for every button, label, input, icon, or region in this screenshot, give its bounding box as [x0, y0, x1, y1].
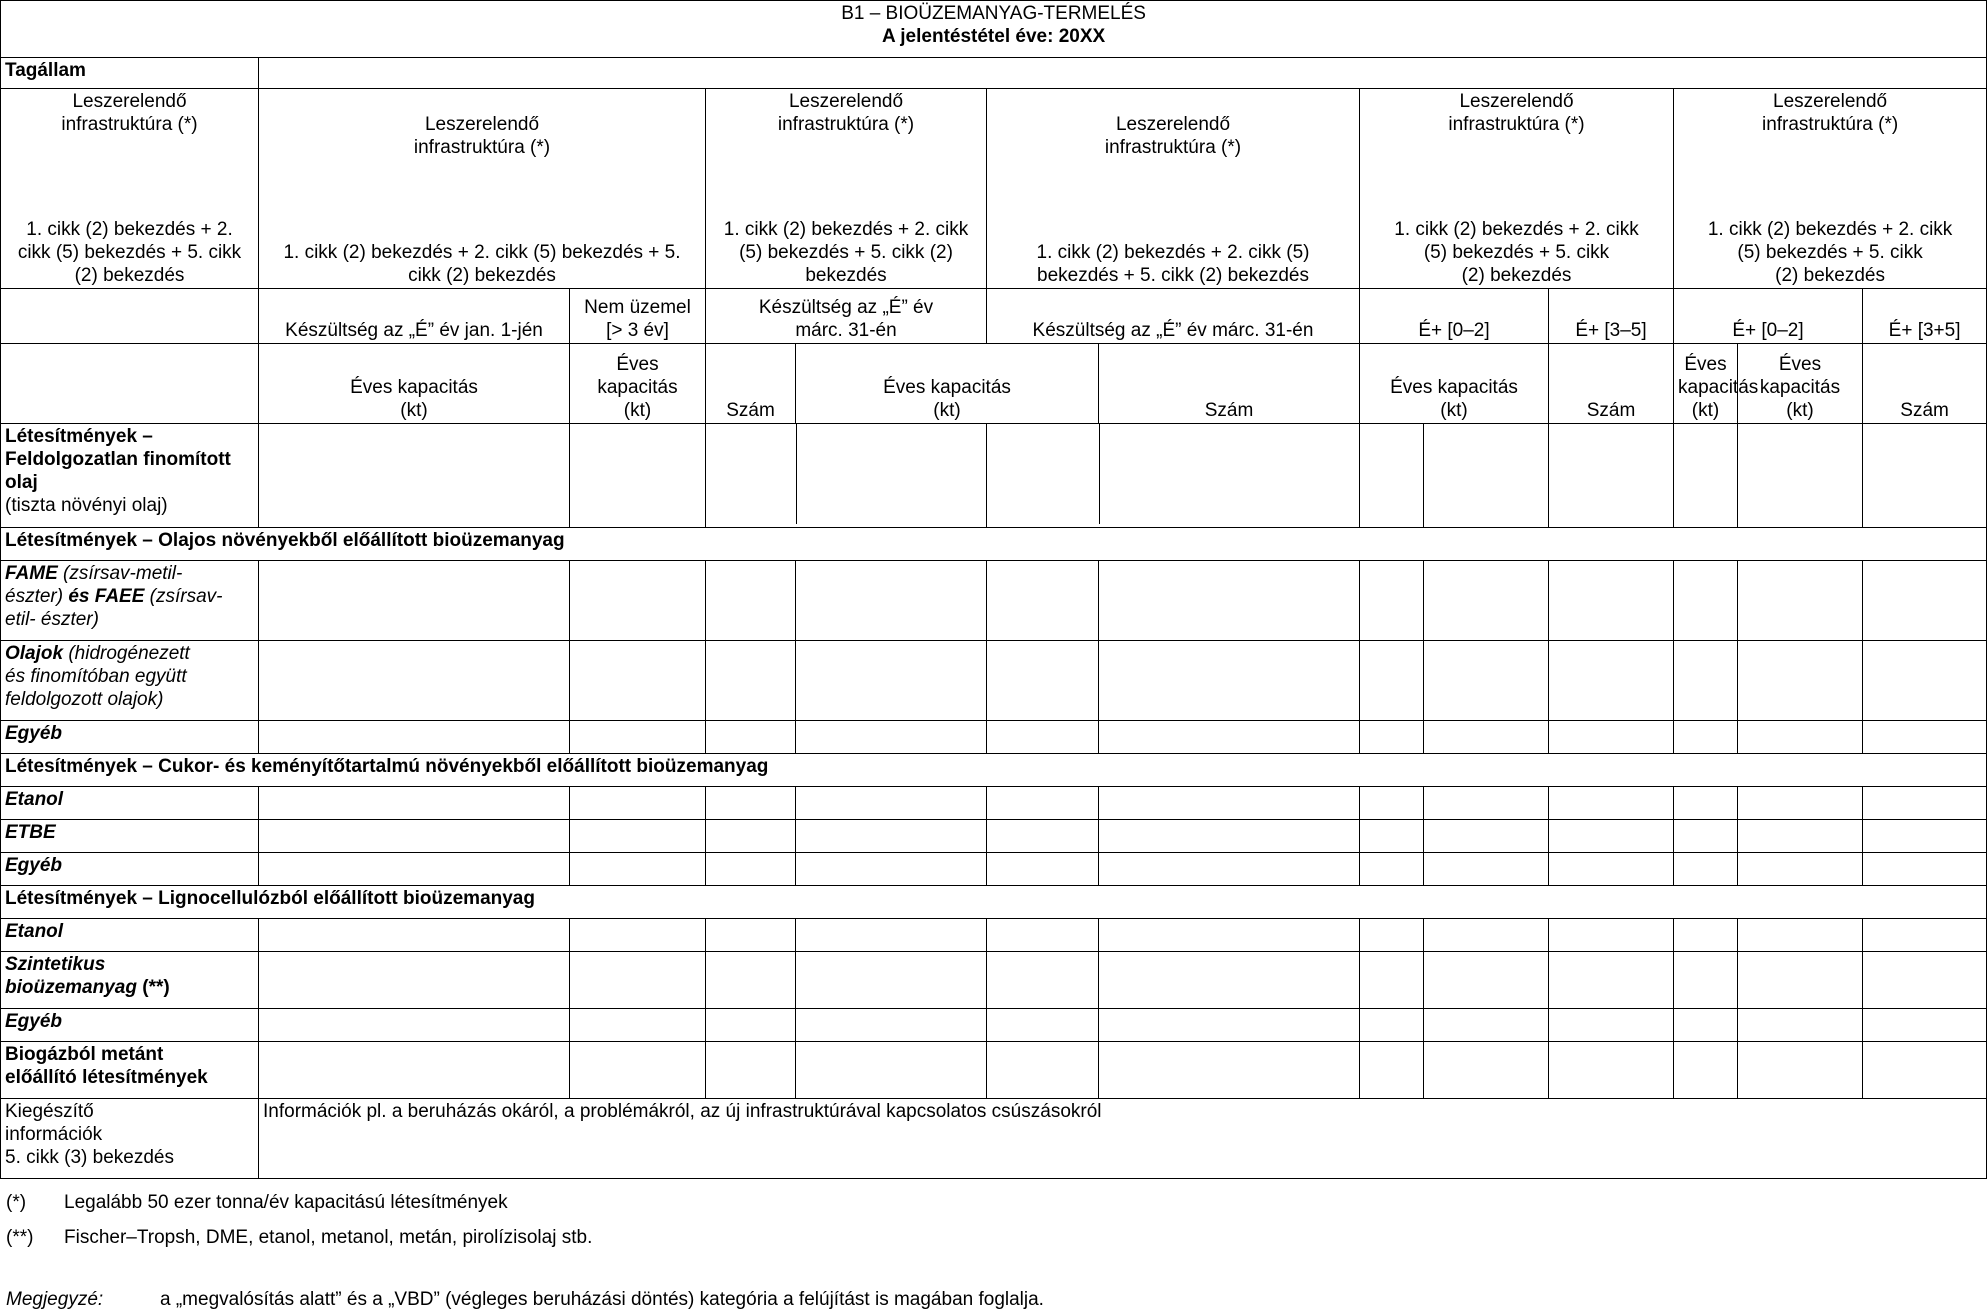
infra-group-header [1360, 89, 1674, 289]
status-header: Nem üzemel [> 3 év] [570, 289, 706, 344]
col-count: Szám [1863, 344, 1987, 424]
tagallam-value [259, 58, 1987, 89]
col-count: Szám [706, 344, 796, 424]
footnote-text: Fischer–Tropsh, DME, etanol, metanol, metán, pirolízisolaj stb. [64, 1227, 593, 1248]
row-label: Olajok (hidrogénezett és finomítóban együtt feldolgozott olajok) [1, 641, 259, 721]
infra-group-bottom: 1. cikk (2) bekezdés + 2. cikk (5) bekezdés + 5. cikk (2) bekezdés [1707, 219, 1953, 286]
row-label: FAME (zsírsav-metil- észter) és FAEE (zsírsav- etil- észter) [1, 561, 259, 641]
status-header: É+ [3–5] [1549, 289, 1674, 344]
table-row [1, 952, 1987, 1009]
col-annual-capacity: Éves kapacitás (kt) [1674, 344, 1738, 424]
row-label: Kiegészítő információk 5. cikk (3) bekezdés [1, 1099, 259, 1179]
table-row [1, 853, 1987, 886]
tagallam-label: Tagállam [1, 58, 259, 89]
infra-group-header [706, 89, 987, 289]
row-label: Szintetikus bioüzemanyag (**) [1, 952, 259, 1009]
status-header: Készültség az „É” év márc. 31-én [987, 289, 1360, 344]
infra-group-header [987, 89, 1360, 289]
col-annual-capacity: Éves kapacitás (kt) [796, 344, 1099, 424]
infra-group-top: Leszerelendő infrastruktúra (*) [1448, 91, 1585, 135]
table-row [1, 1099, 1987, 1179]
infra-group-header [259, 89, 706, 289]
table-row [1, 641, 1987, 721]
section-header: Létesítmények – Lignocellulózból előállított bioüzemanyag [1, 886, 1987, 919]
table-row [1, 1009, 1987, 1042]
note-label: Megjegyzé: [6, 1289, 104, 1310]
row-label: Etanol [1, 787, 259, 820]
footnote-symbol: (**) [6, 1227, 34, 1248]
infra-group-top: Leszerelendő infrastruktúra (*) [1761, 91, 1899, 135]
col-count: Szám [1099, 344, 1360, 424]
status-header: É+ [0–2] [1360, 289, 1549, 344]
infra-group-header [1674, 89, 1987, 289]
note-text: a „megvalósítás alatt” és a „VBD” (végleges beruházási döntés) kategória a felújítást is magában foglalja. [160, 1289, 1044, 1310]
col-annual-capacity: Éves kapacitás (kt) [1360, 344, 1549, 424]
table-title [1, 1, 1987, 58]
table-row [1, 787, 1987, 820]
table-row [1, 721, 1987, 754]
infra-group-top: Leszerelendő infrastruktúra (*) [413, 114, 551, 158]
infra-group-header [1, 89, 259, 289]
row-label: Egyéb [1, 853, 259, 886]
infra-group-bottom: 1. cikk (2) bekezdés + 2. cikk (5) bekezdés + 5. cikk (2) bekezdés [1036, 242, 1310, 286]
status-header: Készültség az „É” év márc. 31-én [706, 289, 987, 344]
infra-group-bottom: 1. cikk (2) bekezdés + 2. cikk (5) bekezdés + 5. cikk (2) bekezdés [17, 219, 242, 286]
table-row [1, 919, 1987, 952]
status-header: É+ [3+5] [1863, 289, 1987, 344]
infra-group-bottom: 1. cikk (2) bekezdés + 2. cikk (5) bekezdés + 5. cikk (2) bekezdés [283, 242, 681, 286]
col-count: Szám [1549, 344, 1674, 424]
section-header: Létesítmények – Olajos növényekből előállított bioüzemanyag [1, 528, 1987, 561]
infra-group-bottom: 1. cikk (2) bekezdés + 2. cikk (5) bekezdés + 5. cikk (2) bekezdés [1394, 219, 1639, 286]
row-label: Egyéb [1, 1009, 259, 1042]
table-row [1, 424, 1987, 528]
title-line1: B1 – BIOÜZEMANYAG-TERMELÉS [841, 3, 1146, 24]
infra-group-bottom: 1. cikk (2) bekezdés + 2. cikk (5) bekezdés + 5. cikk (2) bekezdés [723, 219, 969, 286]
status-header-empty [1, 289, 259, 344]
footnote-text: Legalább 50 ezer tonna/év kapacitású létesítmények [64, 1192, 508, 1213]
status-header: Készültség az „É” év jan. 1-jén [259, 289, 570, 344]
table-row [1, 561, 1987, 641]
row-label: ETBE [1, 820, 259, 853]
subheader-empty [1, 344, 259, 424]
title-line2: A jelentéstétel éve: 20XX [881, 26, 1106, 47]
infra-group-top: Leszerelendő infrastruktúra (*) [777, 91, 915, 135]
row-label: Etanol [1, 919, 259, 952]
additional-info-text: Információk pl. a beruházás okáról, a problémákról, az új infrastruktúrával kapcsolatos csúszásokról [259, 1099, 1987, 1179]
row-label: Létesítmények – Feldolgozatlan finomított olaj (tiszta növényi olaj) [1, 424, 259, 528]
col-annual-capacity: Éves kapacitás (kt) [570, 344, 706, 424]
col-annual-capacity: Éves kapacitás (kt) [1738, 344, 1863, 424]
table-row [1, 1042, 1987, 1099]
footnote-symbol: (*) [6, 1192, 27, 1213]
section-header: Létesítmények – Cukor- és keményítőtartalmú növényekből előállított bioüzemanyag [1, 754, 1987, 787]
status-header: É+ [0–2] [1674, 289, 1863, 344]
table-row [1, 820, 1987, 853]
infra-group-top: Leszerelendő infrastruktúra (*) [1104, 114, 1242, 158]
row-label: Egyéb [1, 721, 259, 754]
infra-group-top: Leszerelendő infrastruktúra (*) [61, 91, 198, 135]
row-label: Biogázból metánt előállító létesítmények [1, 1042, 259, 1099]
col-annual-capacity: Éves kapacitás (kt) [259, 344, 570, 424]
